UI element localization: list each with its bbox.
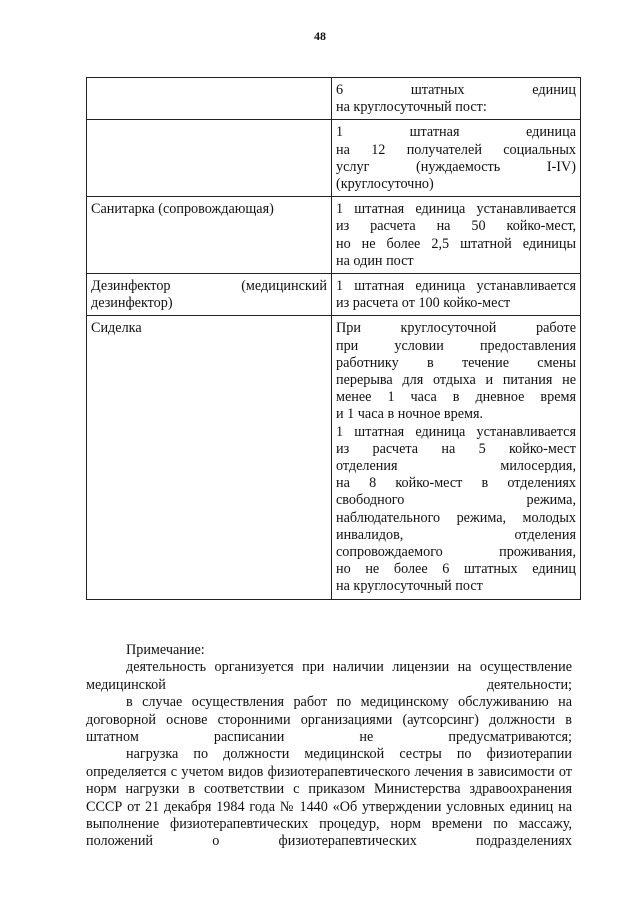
norm-text-line: на 8 койко-мест в отделениях [336,475,576,492]
norm-text-line: 1 штатная единица устанавливается [336,423,576,440]
page-number: 48 [314,29,326,43]
norm-text-line: отделения милосердия, [336,458,576,475]
position-cell [87,197,332,274]
staffing-norm-cell [332,120,581,197]
norm-text-line: 1 штатная единица устанавливается [336,201,576,218]
norm-text-line: При круглосуточной работе [336,320,576,337]
norm-text-line: наблюдательного режима, молодых [336,509,576,526]
position-cell [87,316,332,599]
norm-text-line: на один пост [336,252,414,269]
norm-text-line: менее 1 часа в дневное время [336,389,576,406]
norm-text-line: (круглосуточно) [336,176,434,193]
table-row [87,78,581,120]
norm-text-line: из расчета на 5 койко-мест [336,440,576,457]
norm-text-line: услуг (нуждаемость I-IV) [336,158,576,175]
norm-text-line: свободного режима, [336,492,576,509]
position-cell [87,120,332,197]
norm-text-line: работнику в течение смены [336,354,576,371]
staffing-norm-cell [332,316,581,599]
note-paragraph-1: деятельность организуется при наличии лицензии на осуществление медицинской деятельности; [86,659,572,693]
staffing-norm-cell [332,274,581,316]
norm-text-line: из расчета на 50 койко-мест, [336,218,576,235]
norm-text-line: на круглосуточный пост: [336,99,487,116]
position-text: Сиделка [91,320,142,337]
norm-text-line: и 1 часа в ночное время. [336,406,484,423]
position-text-line: Дезинфектор (медицинский [91,278,327,295]
norm-text-line: 1 штатная единица устанавливается [336,278,576,295]
norm-text-line: но не более 6 штатных единиц [336,561,576,578]
position-text: Санитарка (сопровождающая) [91,201,274,218]
notes-section [86,642,572,851]
norm-text-line: перерыва для отдыха и питания не [336,372,576,389]
table-row [87,120,581,197]
table-row [87,197,581,274]
notes-heading: Примечание: [126,642,205,658]
norm-text-line: инвалидов, отделения [336,526,576,543]
table-row [87,316,581,599]
staffing-table [86,77,581,600]
norm-text-line: но не более 2,5 штатной единицы [336,235,576,252]
norm-text-line: из расчета от 100 койко-мест [336,295,511,312]
norm-text-line: сопровождаемого проживания, [336,544,576,561]
position-cell [87,274,332,316]
staffing-norm-cell [332,197,581,274]
norm-text-line: 1 штатная единица [336,124,576,141]
table-row [87,274,581,316]
norm-text-line: 6 штатных единиц [336,82,576,98]
norm-text-line: при условии предоставления [336,337,576,354]
staffing-norm-cell [332,78,581,120]
position-cell [87,78,332,120]
position-text-line: дезинфектор) [91,295,173,312]
note-paragraph-3: нагрузка по должности медицинской сестры по физиотерапии определяется с учетом видов физиотерапевтического лечения в зависимости от норм нагрузки в соответствии с приказом Министерства здравоохранения СССР от 21 декабря 1984 года № 1440 «Об утверждении условных единиц на выполнение физиотерапевтических процедур, норм времени по массажу, положений о физиотерапевтических подразделениях [86,746,572,850]
norm-text-line: на 12 получателей социальных [336,141,576,158]
note-paragraph-2: в случае осуществления работ по медицинскому обслуживанию на договорной основе сторонними организациями (аутсорсинг) должности в штатном расписании не предусматриваются; [86,694,572,746]
norm-text-line: на круглосуточный пост [336,578,483,595]
staffing-table-body [87,78,581,600]
